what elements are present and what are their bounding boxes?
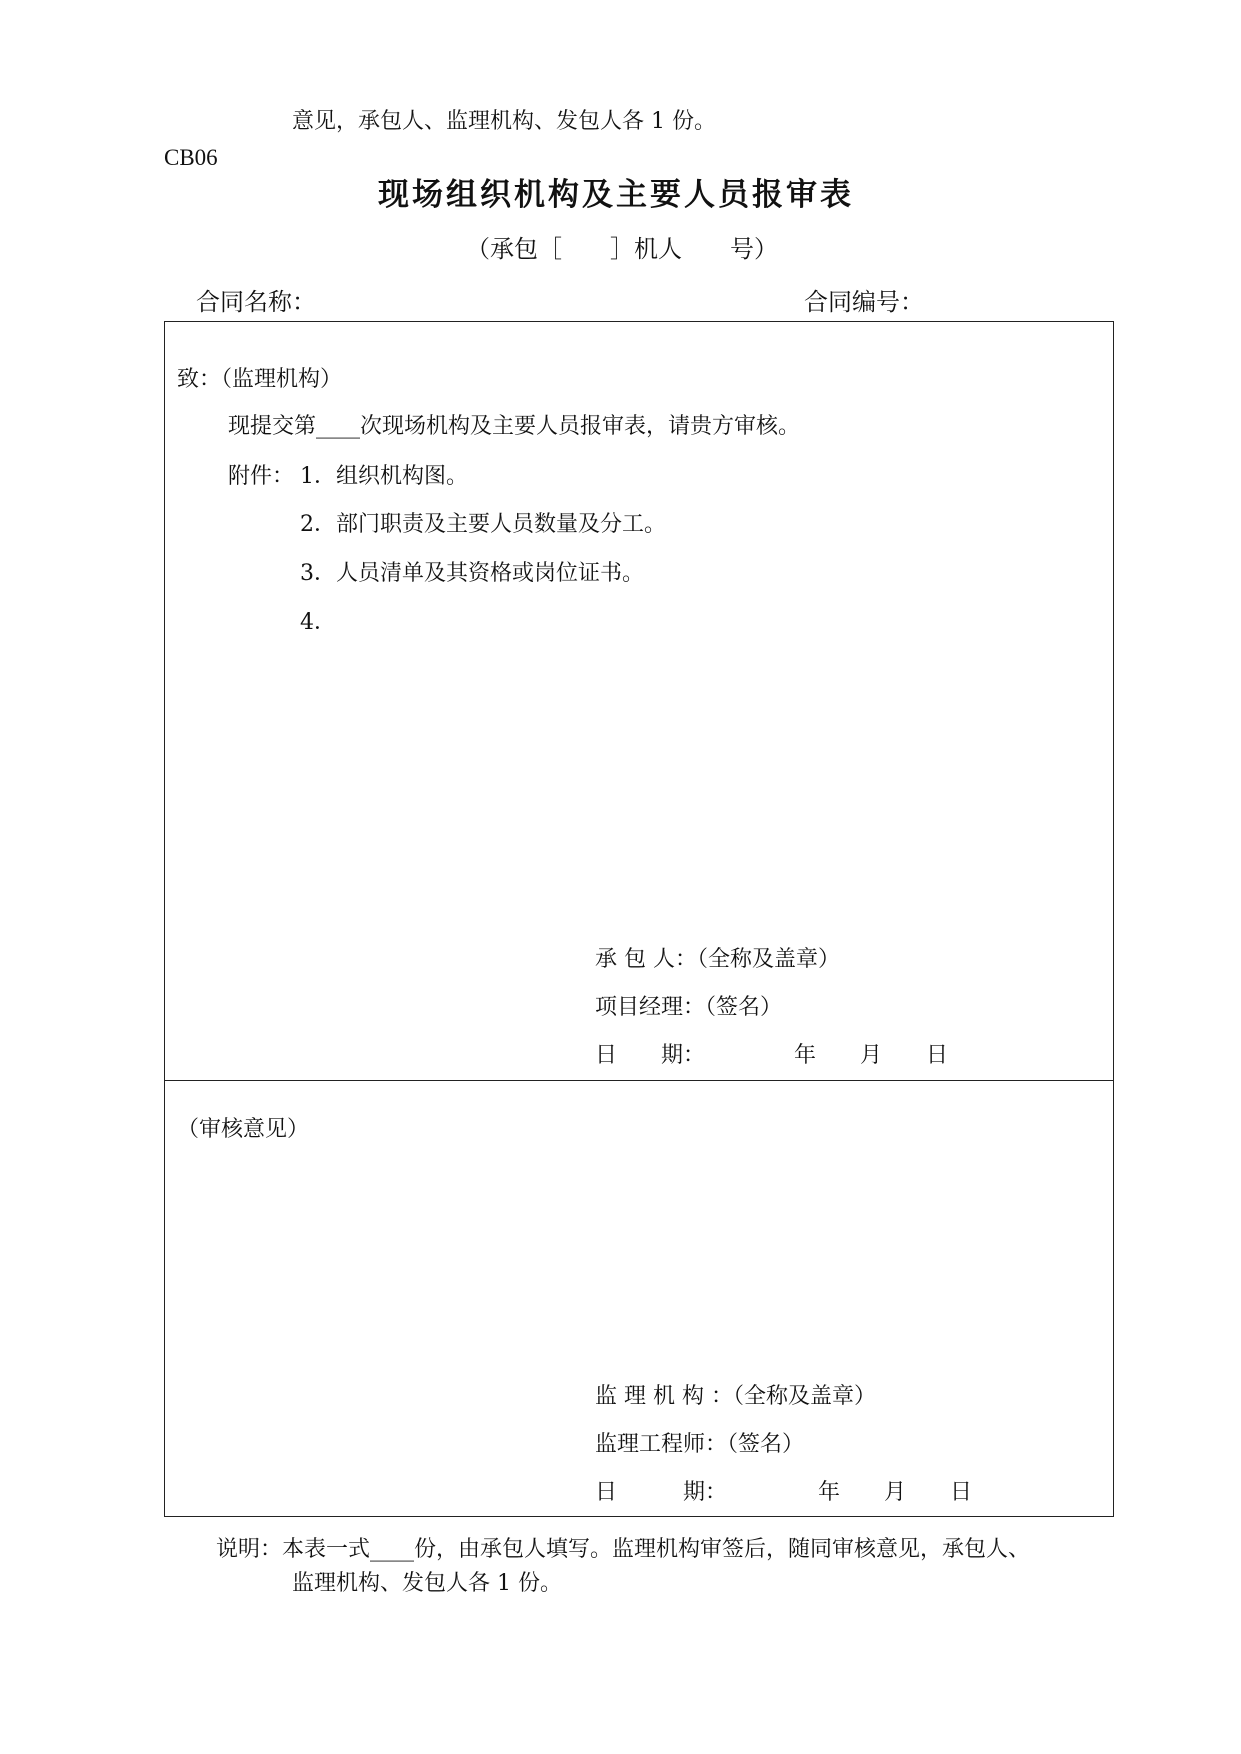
form-table <box>164 321 1114 1517</box>
supervisor-date-label: 日 期： <box>595 1480 728 1505</box>
form-number-subtitle: （承包［ ］机人 号） <box>466 235 778 263</box>
footer-note-line2: 监理机构、发包人各 1 份。 <box>292 1571 562 1596</box>
to-supervisor-line: 致：（监理机构） <box>177 367 343 392</box>
top-note: 意见，承包人、监理机构、发包人各 1 份。 <box>292 109 716 134</box>
engineer-signature-label: 监理工程师：（签名） <box>595 1432 805 1457</box>
contract-name-label: 合同名称： <box>196 288 316 316</box>
attachment-item: 1．组织机构图。 <box>300 464 468 489</box>
section-divider <box>164 1080 1114 1081</box>
attachment-item: 4． <box>300 610 336 635</box>
supervisor-signature-label: 监 理 机 构 ：（全称及盖章） <box>595 1384 876 1409</box>
footer-note-line1: 说明：本表一式____份，由承包人填写。监理机构审签后，随同审核意见，承包人、 <box>216 1537 1031 1562</box>
contractor-date-label: 日 期： <box>595 1043 706 1068</box>
form-code: CB06 <box>164 145 218 170</box>
page-title: 现场组织机构及主要人员报审表 <box>378 177 854 213</box>
contractor-date-fields: 年 月 日 <box>794 1043 949 1068</box>
contractor-signature-label: 承 包 人：（全称及盖章） <box>595 947 840 972</box>
contract-number-label: 合同编号： <box>804 288 924 316</box>
project-manager-label: 项目经理：（签名） <box>595 995 783 1020</box>
attachments-label: 附件： <box>228 464 295 489</box>
attachment-item: 2．部门职责及主要人员数量及分工。 <box>300 512 666 537</box>
supervisor-date-fields: 年 月 日 <box>818 1480 973 1505</box>
attachment-item: 3．人员清单及其资格或岗位证书。 <box>300 561 644 586</box>
review-opinion-label: （审核意见） <box>177 1117 310 1142</box>
submission-line: 现提交第____次现场机构及主要人员报审表，请贵方审核。 <box>228 414 801 439</box>
